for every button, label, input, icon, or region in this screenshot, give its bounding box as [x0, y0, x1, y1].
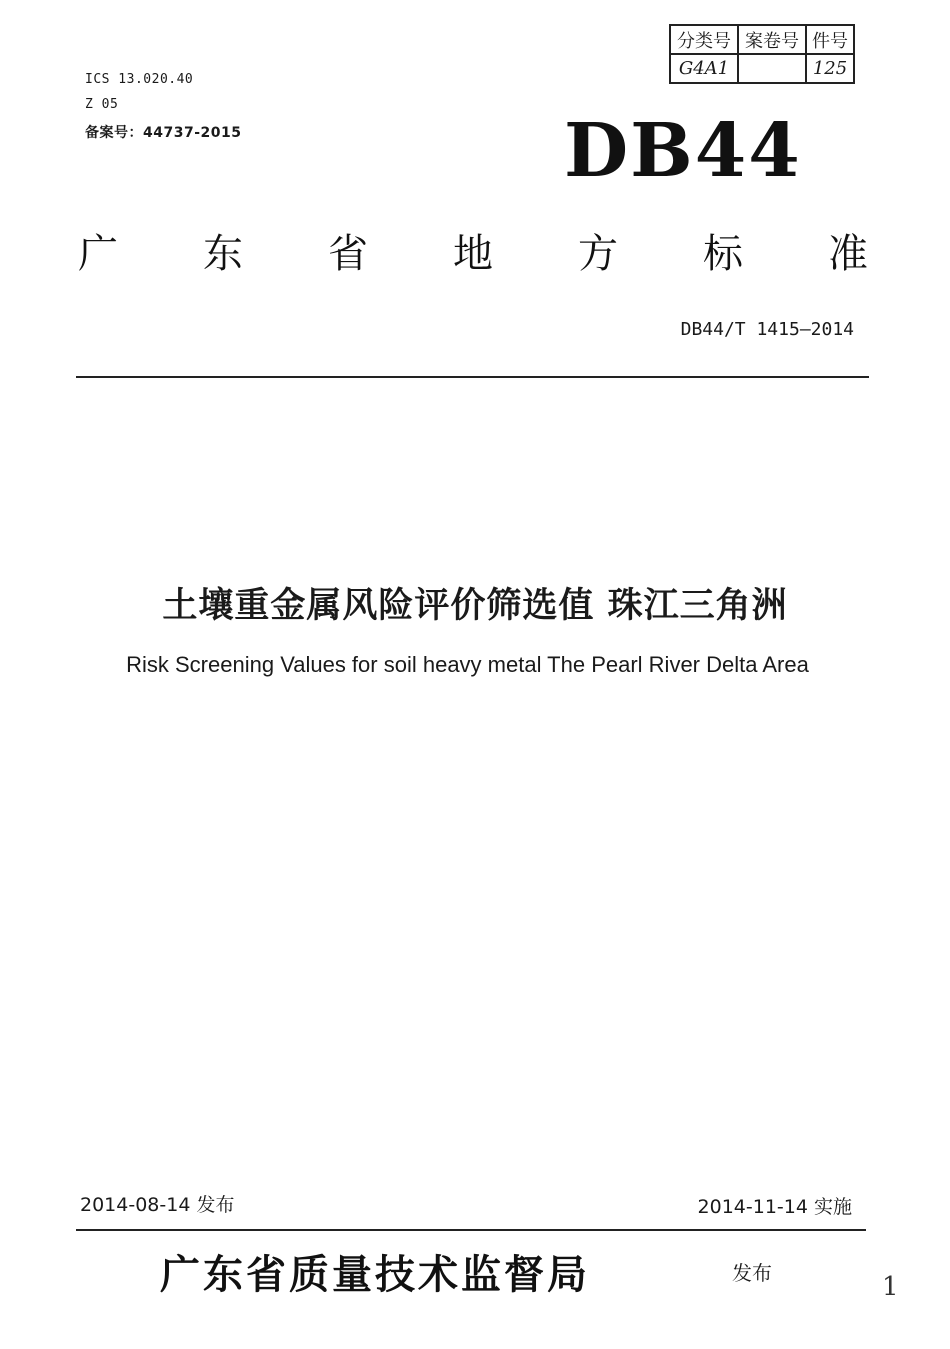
heading-char: 广	[78, 231, 118, 277]
archive-value-category: G4A1	[670, 54, 738, 83]
publish-date: 2014-08-14 发布	[80, 1194, 235, 1216]
archive-header-category: 分类号	[670, 25, 738, 54]
archive-header-item: 件号	[806, 25, 854, 54]
archive-value-row	[670, 54, 854, 83]
heading-char: 东	[203, 231, 243, 277]
standard-number: DB44/T 1415—2014	[680, 319, 854, 340]
heading-char: 准	[828, 231, 868, 277]
heading-char: 省	[328, 231, 368, 277]
archive-header-row	[670, 25, 854, 54]
filing-number: 备案号：44737-2015	[85, 125, 242, 141]
document-title-english: Risk Screening Values for soil heavy metal The Pearl River Delta Area	[126, 652, 809, 677]
archive-value-file	[738, 54, 806, 83]
document-title-chinese: 土壤重金属风险评价筛选值 珠江三角洲	[162, 586, 788, 626]
archive-stamp-table	[669, 24, 855, 84]
archive-value-item: 125	[806, 54, 854, 83]
db44-logo: DB44	[564, 108, 802, 194]
issuing-authority: 广东省质量技术监督局	[160, 1251, 590, 1298]
archive-header-file: 案卷号	[738, 25, 806, 54]
heading-char: 方	[578, 231, 618, 277]
heading-char: 标	[703, 231, 743, 277]
issue-label: 发布	[732, 1261, 772, 1285]
z-code: Z 05	[85, 97, 119, 112]
effective-date: 2014-11-14 实施	[697, 1196, 852, 1218]
heading-char: 地	[453, 231, 493, 277]
footer-divider	[76, 1229, 866, 1231]
header-divider	[76, 376, 869, 378]
ics-code: ICS 13.020.40	[85, 72, 194, 87]
page-number: 1	[882, 1272, 899, 1302]
standard-type-heading	[78, 222, 868, 279]
